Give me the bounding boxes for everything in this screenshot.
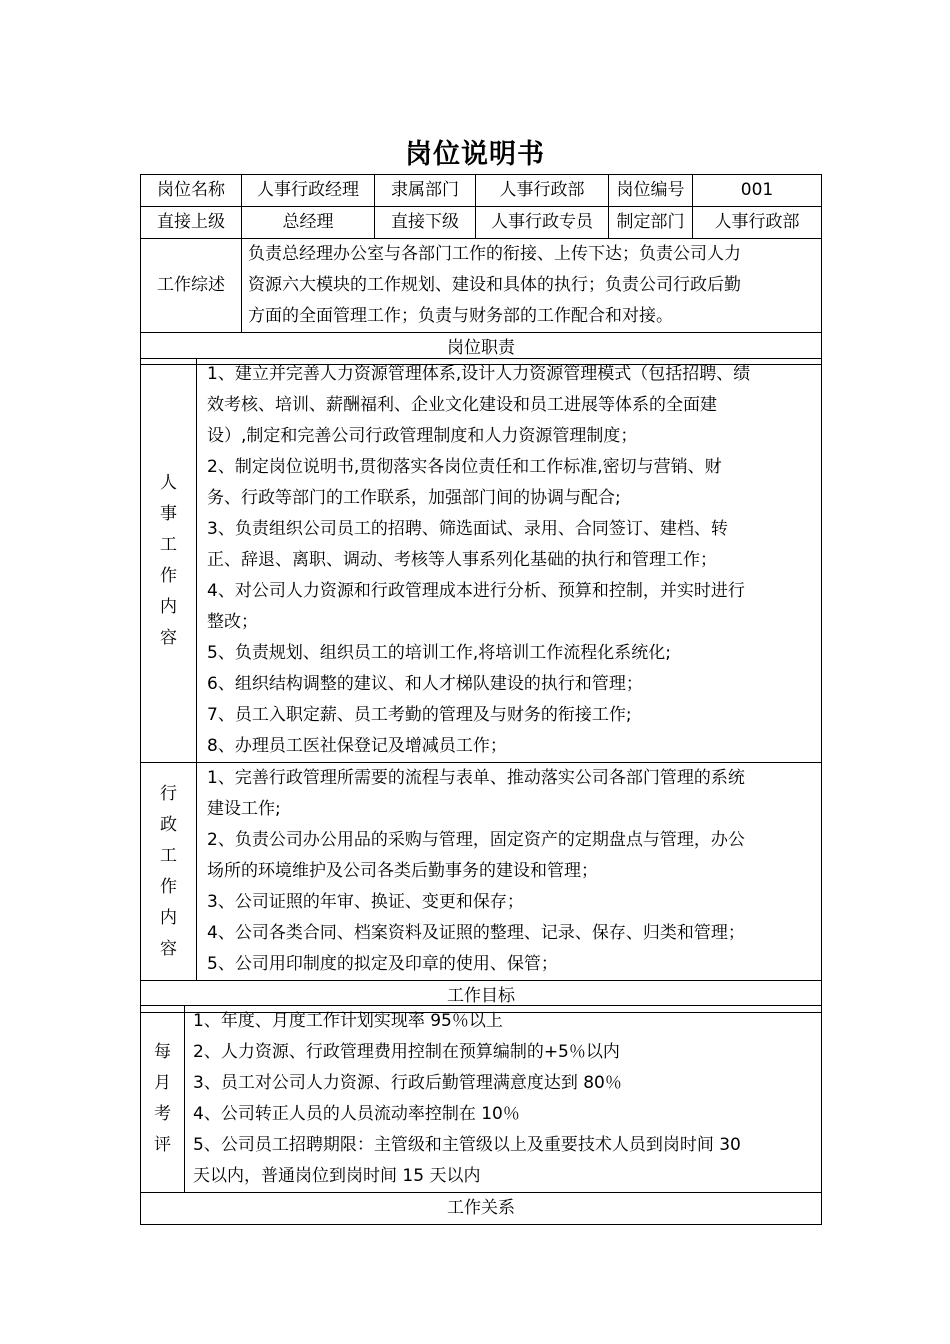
summary-line: 负责总经理办公室与各部门工作的衔接、上传下达；负责公司人力 (248, 244, 741, 264)
label-subordinate: 直接下级 (375, 207, 476, 239)
value-position-no: 001 (693, 175, 822, 207)
row-monthly-goals (141, 1006, 822, 1193)
hr-duties-list (197, 359, 822, 763)
row-basic-info-2 (141, 207, 822, 239)
value-maker: 人事行政部 (693, 207, 822, 239)
list-item: 3、公司证照的年审、换证、变更和保存； (207, 892, 524, 912)
list-item: 8、办理员工医社保登记及增减员工作； (207, 736, 507, 756)
page-title: 岗位说明书 (405, 139, 545, 170)
list-item: 6、组织结构调整的建议、和人才梯队建设的执行和管理； (207, 674, 643, 694)
list-item: 5、公司用印制度的拟定及印章的使用、保管； (207, 954, 558, 974)
list-item: 1、完善行政管理所需要的流程与表单、推动落实公司各部门管理的系统 (207, 768, 745, 788)
list-item: 建设工作; (207, 799, 281, 819)
list-item: 7、员工入职定薪、员工考勤的管理及与财务的衔接工作; (207, 705, 632, 725)
label-monthly-review: 每 月 考 评 (141, 1006, 185, 1193)
list-item: 1、建立并完善人力资源管理体系,设计人力资源管理模式（包括招聘、绩 (207, 364, 751, 384)
section-goals-heading: 工作目标 (141, 981, 822, 1013)
list-item: 2、制定岗位说明书,贯彻落实各岗位责任和工作标准,密切与营销、财 (207, 457, 722, 477)
goals-list (185, 1006, 822, 1193)
summary-text (242, 239, 822, 333)
label-position-name: 岗位名称 (141, 175, 242, 207)
goals-table (140, 1005, 822, 1225)
row-hr-duties-content (141, 359, 822, 763)
list-item: 务、行政等部门的工作联系，加强部门间的协调与配合; (207, 488, 621, 508)
label-admin-duties: 行 政 工 作 内 容 (141, 763, 197, 981)
value-position-name: 人事行政经理 (242, 175, 375, 207)
value-department: 人事行政部 (476, 175, 609, 207)
row-summary (141, 239, 822, 333)
list-item: 正、辞退、离职、调动、考核等人事系列化基础的执行和管理工作； (207, 550, 717, 570)
row-section-relations (141, 1193, 822, 1225)
list-item: 3、负责组织公司员工的招聘、筛选面试、录用、合同签订、建档、转 (207, 519, 728, 539)
admin-duties-list (197, 763, 822, 981)
summary-line: 资源六大模块的工作规划、建设和具体的执行；负责公司行政后勤 (248, 275, 741, 295)
list-item: 5、负责规划、组织员工的培训工作,将培训工作流程化系统化; (207, 643, 671, 663)
label-hr-duties: 人 事 工 作 内 容 (141, 359, 197, 763)
list-item: 4、公司转正人员的人员流动率控制在 10％ (193, 1104, 520, 1124)
section-relations-heading: 工作关系 (141, 1193, 822, 1225)
label-summary: 工作综述 (141, 239, 242, 333)
list-item: 4、对公司人力资源和行政管理成本进行分析、预算和控制，并实时进行 (207, 581, 745, 601)
list-item: 5、公司员工招聘期限：主管级和主管级以上及重要技术人员到岗时间 30 (193, 1135, 741, 1155)
list-item: 天以内，普通岗位到岗时间 15 天以内 (193, 1166, 481, 1186)
list-item: 设）,制定和完善公司行政管理制度和人力资源管理制度； (207, 426, 638, 446)
job-description-table (140, 174, 822, 365)
job-duties-table (140, 358, 822, 1013)
list-item: 整改； (207, 612, 258, 632)
value-superior: 总经理 (242, 207, 375, 239)
summary-line: 方面的全面管理工作；负责与财务部的工作配合和对接。 (248, 306, 673, 326)
label-superior: 直接上级 (141, 207, 242, 239)
row-basic-info-1 (141, 175, 822, 207)
list-item: 2、负责公司办公用品的采购与管理，固定资产的定期盘点与管理，办公 (207, 830, 745, 850)
section-duties-heading: 岗位职责 (141, 333, 822, 365)
list-item: 4、公司各类合同、档案资料及证照的整理、记录、保存、归类和管理； (207, 923, 745, 943)
list-item: 1、年度、月度工作计划实现率 95％以上 (193, 1011, 503, 1031)
list-item: 2、人力资源、行政管理费用控制在预算编制的+5％以内 (193, 1042, 620, 1062)
row-admin-duties (141, 763, 822, 981)
value-subordinate: 人事行政专员 (476, 207, 609, 239)
label-position-no: 岗位编号 (609, 175, 693, 207)
list-item: 3、员工对公司人力资源、行政后勤管理满意度达到 80％ (193, 1073, 622, 1093)
label-maker: 制定部门 (609, 207, 693, 239)
list-item: 场所的环境维护及公司各类后勤事务的建设和管理； (207, 861, 598, 881)
list-item: 效考核、培训、薪酬福利、企业文化建设和员工进展等体系的全面建 (207, 395, 717, 415)
label-department: 隶属部门 (375, 175, 476, 207)
